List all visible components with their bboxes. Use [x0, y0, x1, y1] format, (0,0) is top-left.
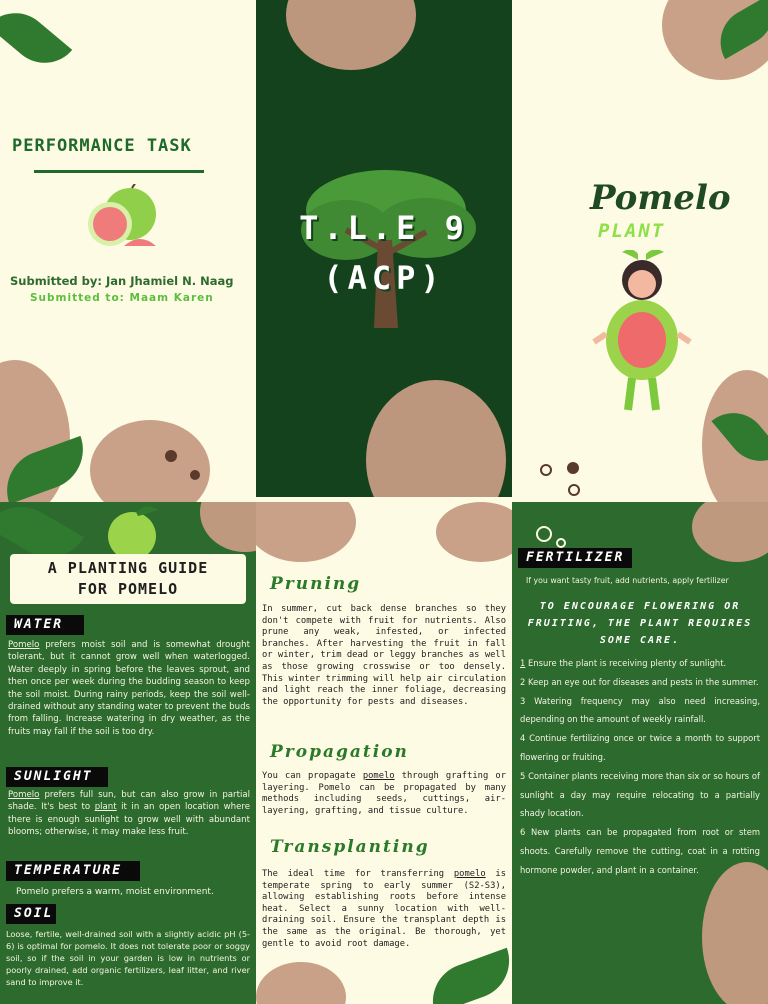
blob-decoration	[200, 502, 256, 552]
course-title-line1: T.L.E 9	[299, 209, 469, 247]
plant-subtitle: PLANT	[598, 220, 666, 242]
guide-left-panel	[0, 502, 256, 1004]
submitted-by: Submitted by: Jan Jhamiel N. Naag	[10, 274, 234, 288]
temperature-heading: TEMPERATURE	[6, 861, 140, 881]
propagation-heading: Propagation	[270, 742, 409, 762]
submitted-to: Submitted to: Maam Karen	[30, 292, 214, 304]
water-keyword: Pomelo	[8, 640, 40, 650]
guide-title	[10, 558, 246, 600]
propagation-keyword: pomelo	[362, 771, 395, 781]
transplanting-heading: Transplanting	[270, 837, 430, 857]
blob-decoration	[286, 0, 416, 70]
dot-decoration	[165, 450, 177, 462]
step-1-text: Ensure the plant is receiving plenty of sunlight.	[525, 658, 727, 668]
step-6: 6 New plants can be propagated from root or stem shoots. Carefully remove the cutting, coat in a rotting hormone powder, and plant in a container.	[520, 827, 760, 875]
step-4: 4 Continue fertilizing once or twice a month to support flowering or fruiting.	[520, 733, 760, 762]
guide-title-line1: A PLANTING GUIDE	[47, 559, 209, 577]
step-5: 5 Container plants receiving more than six or so hours of sunlight a day may require relocating to a partially shady location.	[520, 770, 760, 819]
sunlight-body-a: prefers full sun, but can also grow in partial shade. It's best to	[8, 790, 250, 813]
soil-heading: SOIL	[6, 904, 56, 924]
leaf-decoration	[0, 0, 72, 78]
transplanting-body-b: is temperate spring to early summer (S2-S3), allowing establishing roots before intense heat. Select a sunny location with well-draining soil. Ensure the transplant depth is the same as the original. Be thorough, yet gentle to avoid root damage.	[262, 869, 507, 949]
water-heading: WATER	[6, 615, 84, 635]
fertilizer-steps	[520, 654, 760, 880]
propagation-body-b: through grafting or layering. Pomelo can be propagated by many methods including seeds, cuttings, air-layering, grafting, and tissue culture.	[262, 771, 506, 816]
step-1-number: 1	[520, 658, 526, 668]
cover-middle-panel	[256, 0, 512, 497]
cover-left-panel	[0, 0, 256, 502]
ring-decoration	[540, 464, 552, 476]
blob-decoration	[702, 862, 768, 1004]
transplanting-text	[262, 869, 506, 950]
dot-decoration	[190, 470, 200, 480]
step-3: 3 Watering frequency may also need increasing, depending on the amount of weekly rainfall.	[520, 695, 760, 725]
pomelo-title: Pomelo	[590, 178, 731, 218]
blob-decoration	[256, 502, 356, 562]
water-body: prefers moist soil and is somewhat drought tolerant, but it cannot grow well when waterlogged. Water deeply in spring before the leaves sprout, and then once per week during the budding season to keep the soil moist. During rainy periods, keep the soil well-drained without any standing water to prevent the buds from falling. Increase watering in dry weather, as the fruits may fall if the soil is too dry.	[8, 640, 250, 737]
fertilizer-intro: If you want tasty fruit, add nutrients, apply fertilizer	[526, 576, 729, 585]
pruning-text: In summer, cut back dense branches so they don't compete with fruit for nutrients. Also prune any weak, infested, or infected branches. After harvesting the fruit in fall or winter, trim dead or leggy branches as well as those growing crosswise or too densely. This winter trimming will help air circulation and light reach the inner foliage, decreasing the opportunity for pests and diseases.	[262, 604, 506, 707]
fertilizer-encourage: TO ENCOURAGE FLOWERING OR FRUITING, THE PLANT REQUIRES SOME CARE.	[527, 601, 753, 646]
blob-decoration	[366, 380, 506, 497]
pomelo-character-icon	[592, 250, 692, 415]
transplanting-body-a: The ideal time for transferring	[262, 869, 454, 879]
transplanting-keyword: pomelo	[453, 869, 486, 879]
course-title	[256, 203, 512, 303]
step-1	[520, 654, 760, 673]
title-underline	[34, 170, 204, 173]
guide-middle-panel	[256, 502, 512, 1004]
blob-decoration	[436, 502, 512, 562]
blob-decoration	[256, 962, 346, 1004]
guide-right-panel	[512, 502, 768, 1004]
sunlight-text	[8, 789, 250, 839]
cover-right-panel	[512, 0, 768, 502]
fertilizer-heading: FERTILIZER	[518, 548, 632, 568]
pruning-heading: Pruning	[270, 574, 362, 594]
propagation-body-a: You can propagate	[262, 771, 363, 781]
soil-text: Loose, fertile, well-drained soil with a slightly acidic pH (5-6) is optimal for pomelo. It does not tolerate poor or soggy soil, so if the soil in your garden is low in nutrients or poorly drained, add organic fertilizers, leaf litter, and river sand to improve it.	[6, 929, 250, 987]
sunlight-body-b: it in an open location where there is enough sunlight to grow well with abundant blooms; otherwise, it may make less fruit.	[8, 802, 250, 838]
step-2: 2 Keep an eye out for diseases and pests in the summer.	[520, 676, 759, 687]
pomelo-fruit-icon	[80, 184, 162, 256]
course-title-line2: (ACP)	[323, 259, 445, 297]
blob-decoration	[692, 502, 768, 562]
ring-decoration	[536, 526, 552, 542]
performance-task-title: PERFORMANCE TASK	[12, 136, 192, 156]
sunlight-keyword: Pomelo	[8, 790, 40, 800]
sunlight-heading: SUNLIGHT	[6, 767, 108, 787]
ring-decoration	[556, 538, 566, 548]
guide-title-line2: FOR POMELO	[77, 580, 179, 598]
propagation-text	[262, 771, 506, 817]
sunlight-keyword-plant: plant	[94, 802, 117, 813]
ring-decoration	[568, 484, 580, 496]
temperature-text: Pomelo prefers a warm, moist environment.	[16, 887, 214, 897]
leaf-decoration	[422, 948, 512, 1004]
water-text	[8, 639, 250, 738]
pomelo-fruit-icon	[100, 502, 164, 562]
dot-decoration	[567, 462, 579, 474]
blob-decoration	[90, 420, 210, 502]
